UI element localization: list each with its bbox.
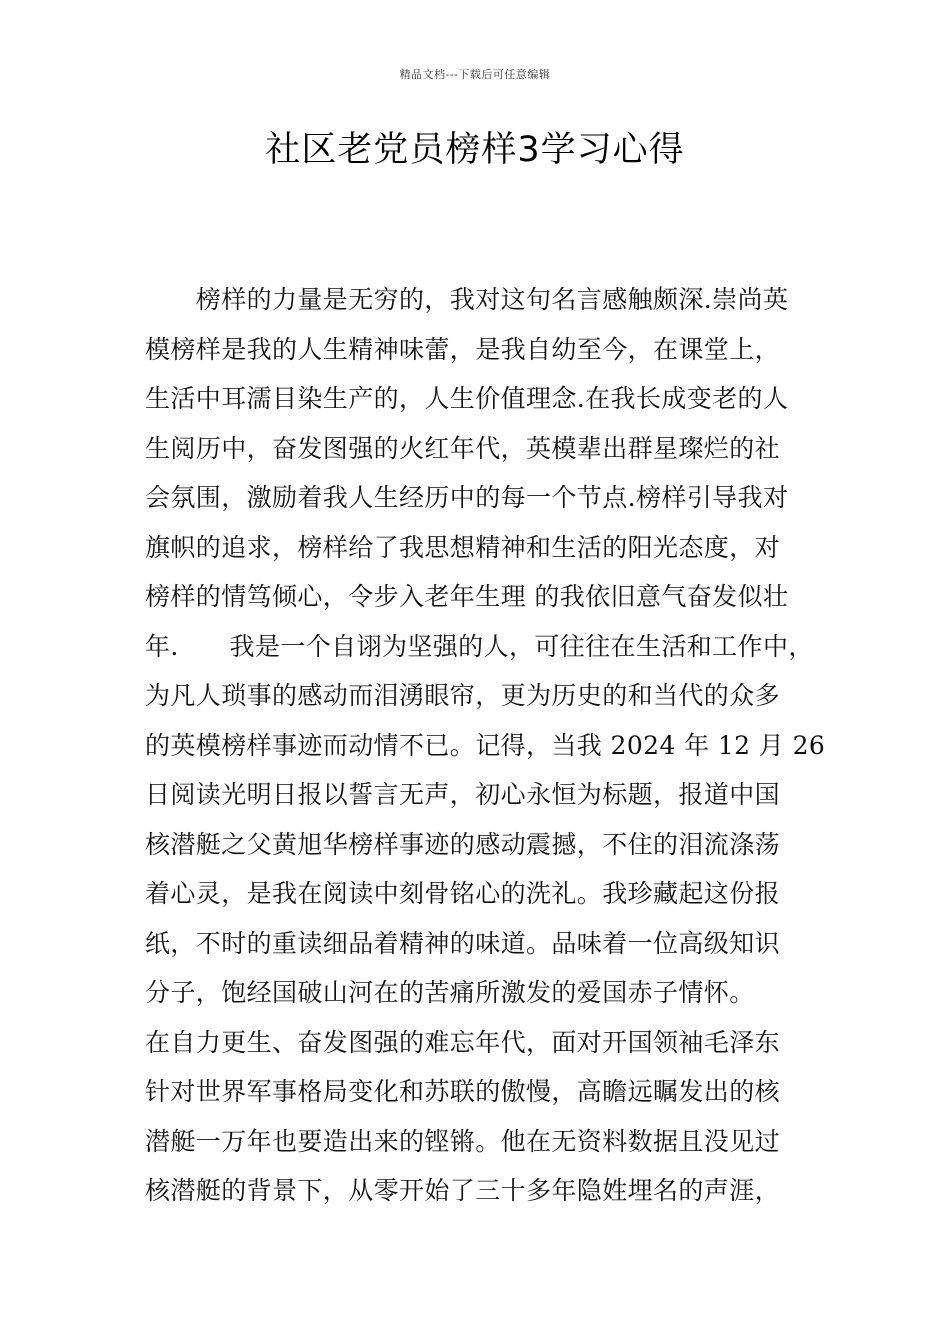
text-line: 榜样的力量是无穷的，我对这句名言感触颇深.崇尚英	[145, 285, 789, 314]
body-text	[145, 280, 826, 1221]
text-line: 日阅读光明日报以誓言无声，初心永恒为标题，报道中国	[145, 780, 781, 809]
text-line: 的英模榜样事迹而动情不已。记得，当我 2024 年 12 月 26	[145, 730, 826, 760]
text-line: 核潜艇的背景下，从零开始了三十多年隐姓埋名的声涯，	[145, 1176, 781, 1205]
text-line: 生活中耳濡目染生产的，人生价值理念.在我长成变老的人	[145, 384, 789, 413]
text-line: 核潜艇之父黄旭华榜样事迹的感动震撼，不住的泪流涤荡	[145, 829, 781, 859]
text-line: 榜样的情笃倾心，令步入老年生理 的我依旧意气奋发似壮	[145, 582, 789, 611]
text-line: 针对世界军事格局变化和苏联的傲慢，高瞻远瞩发出的核	[145, 1077, 781, 1106]
text-line: 纸，不时的重读细品着精神的味道。品味着一位高级知识	[145, 928, 781, 958]
text-line: 潜艇一万年也要造出来的铿锵。他在无资料数据且没见过	[145, 1126, 781, 1156]
text-line: 模榜样是我的人生精神味蕾，是我自幼至今，在课堂上，	[145, 334, 781, 364]
page-header: 精品文档---下载后可任意编辑	[399, 68, 551, 81]
text-line: 生阅历中，奋发图强的火红年代，英模辈出群星璨烂的社	[145, 433, 781, 463]
text-line: 旗帜的追求，榜样给了我思想精神和生活的阳光态度，对	[145, 532, 781, 562]
text-line: 为凡人琐事的感动而泪湧眼帘，更为历史的和当代的众多	[145, 681, 781, 710]
text-line: 在自力更生、奋发图强的难忘年代，面对开国领袖毛泽东	[145, 1027, 781, 1057]
document-title: 社区老党员榜样3学习心得	[265, 130, 685, 170]
text-line: 会氛围，激励着我人生经历中的每一个节点.榜样引导我对	[145, 483, 789, 512]
text-line: 年. 我是一个自诩为坚强的人，可往往在生活和工作中，	[145, 631, 814, 661]
text-line: 着心灵，是我在阅读中刻骨铭心的洗礼。我珍藏起这份报	[145, 879, 781, 908]
text-line: 分子，饱经国破山河在的苦痛所激发的爱国赤子情怀。	[145, 978, 755, 1007]
